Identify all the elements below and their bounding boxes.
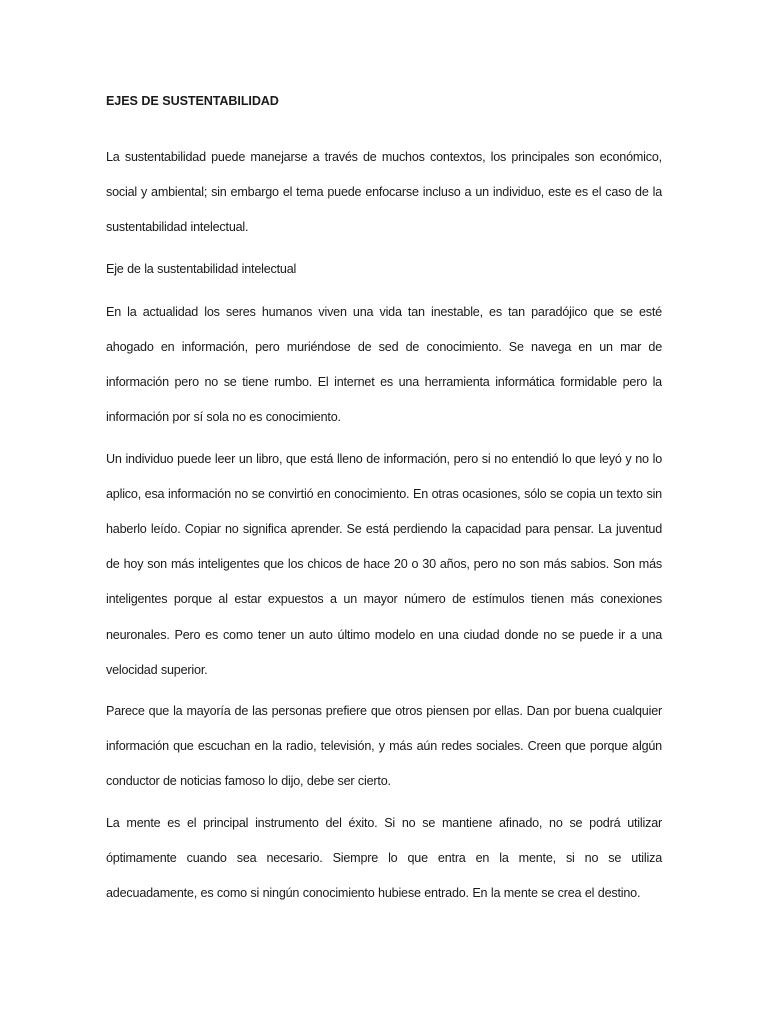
paragraph-4: La mente es el principal instrumento del éxito. Si no se mantiene afinado, no se podrá utilizar óptimamente cuando sea necesario. Siempre lo que entra en la mente, si no se utiliza adecuadamente, es como si ningún conocimiento hubiese entrado. En la mente se crea el destino. xyxy=(106,815,662,901)
document-title: EJES DE SUSTENTABILIDAD xyxy=(106,94,279,108)
document-body xyxy=(106,84,662,917)
paragraph-1: En la actualidad los seres humanos viven una vida tan inestable, es tan paradójico que se esté ahogado en información, pero muriéndose de sed de conocimiento. Se navega en un mar de información pero no se tiene rumbo. El internet es una herramienta informática formidable pero la información por sí sola no es conocimiento. xyxy=(106,304,662,425)
section-subheading: Eje de la sustentabilidad intelectual xyxy=(106,261,297,276)
paragraph-2: Un individuo puede leer un libro, que está lleno de información, pero si no entendió lo que leyó y no lo aplico, esa información no se convirtió en conocimiento. En otras ocasiones, sólo se copia un texto sin haberlo leído. Copiar no significa aprender. Se está perdiendo la capacidad para pensar. La juventud de hoy son más inteligentes que los chicos de hace 20 o 30 años, pero no son más sabios. Son más inteligentes porque al estar expuestos a un mayor número de estímulos tienen más conexiones neuronales. Pero es como tener un auto último modelo en una ciudad donde no se puede ir a una velocidad superior. xyxy=(106,451,662,677)
intro-paragraph: La sustentabilidad puede manejarse a través de muchos contextos, los principales son económico, social y ambiental; sin embargo el tema puede enfocarse incluso a un individuo, este es el caso de la sustentabilidad intelectual. xyxy=(106,150,662,235)
paragraph-3: Parece que la mayoría de las personas prefiere que otros piensen por ellas. Dan por buena cualquier información que escuchan en la radio, televisión, y más aún redes sociales. Creen que porque algún conductor de noticias famoso lo dijo, debe ser cierto. xyxy=(106,704,662,789)
